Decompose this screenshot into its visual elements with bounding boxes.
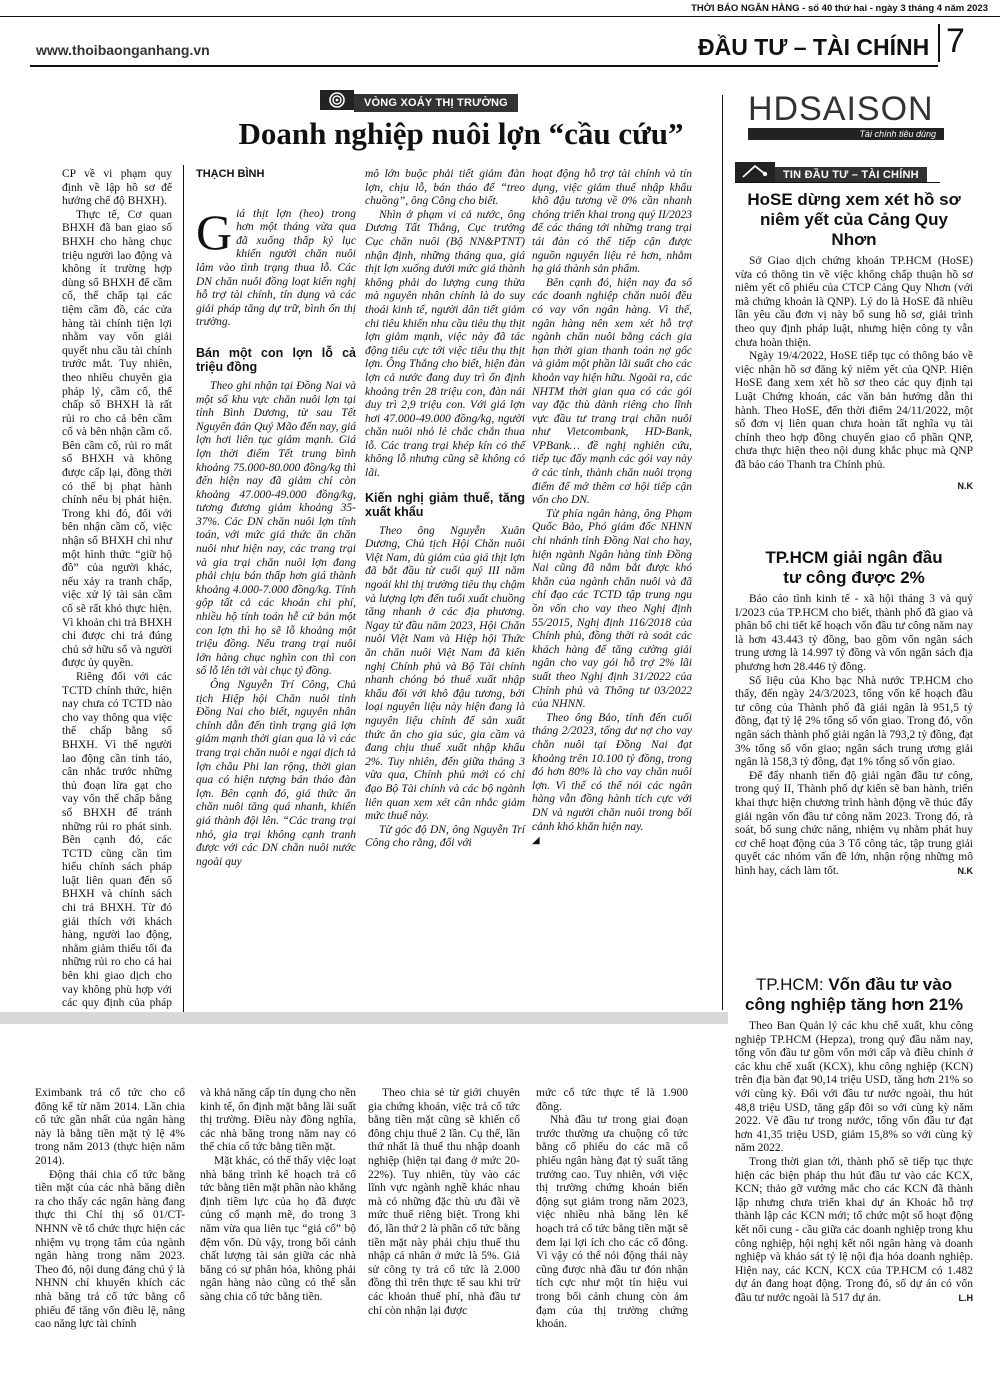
signature: N.K [957,480,973,491]
body-paragraph: Eximbank trả cổ tức cho cổ đông kể từ năm 2014. Lần chia cổ tức gần nhất của ngân hàng này là bằng tiền mặt tỷ lệ 4% trong năm 2013 (thực hiện năm 2014). [35,1087,185,1167]
author: THẠCH BÌNH [196,168,265,180]
subhead-2: Kiến nghị giảm thuế, tăng xuất khẩu [365,490,525,519]
issue-line: THỜI BÁO NGÂN HÀNG - số 40 thứ hai - ngày 3 tháng 4 năm 2023 [691,3,988,14]
body-paragraph: mức cổ tức thực tế là 1.900 đồng. [536,1087,688,1113]
body-paragraph: Theo ông Bảo, tính đến cuối tháng 2/2023, tổng dư nợ cho vay chăn nuôi tại Đồng Nai đạt khoảng trên 10.100 tỷ đồng, trong đó hơn 80% là cho vay chăn nuôi lợn. Vì thế có thể nói các ngân hàng vẫn đồng hành tích cực với DN và người chăn nuôi trong bối cảnh khó khăn hiện nay. [532,711,692,833]
article-lead [196,203,356,330]
body-paragraph: Ông Nguyễn Trí Công, Chủ tịch Hiệp hội Chăn nuôi tỉnh Đồng Nai cho biết, nguyên nhân chính dẫn đến tình trạng giá lợn giảm mạnh thời gian qua là vì các trang trại chăn nuôi e ngại dịch tả lợn châu Phi lan rộng, thời gian qua có hiện tượng bán tháo đàn lợn. Bên cạnh đó, giá thức ăn chăn nuôi tăng quá nhanh, khiến giá thành đội lên. “Các trang trại nhỏ, gia trại không cạnh tranh được với các DN chăn nuôi nước ngoài quy [196,679,356,868]
lead-text: iá thịt lợn (heo) trong hơn một tháng vừa qua đã xuống thấp kỷ lục khiến người chăn nuôi lâm vào tình trạng thua lỗ. Các DN chăn nuôi đồng loạt kiến nghị hỗ trợ tài chính, tín dụng và các giải pháp tăng dự trữ, bình ổn thị trường. [196,207,356,329]
story-paragraph: Ngày 19/4/2022, HoSE tiếp tục có thông báo về việc nhận hồ sơ đăng ký niêm yết của QNP. Hiện HoSE đang xem xét hồ sơ theo các quy định tại Luật Chứng khoán, các văn bản hướng dẫn thi hành. Theo HoSE, đến thời điểm 24/11/2022, một số đơn vị liên quan chưa hoàn tất nghĩa vụ tài chính theo hợp đồng chuyển giao cổ phần QNP, chưa thực hiện theo nội dung khắc phục mà QNP đã báo cáo Thanh tra Chính phủ. [735,350,973,471]
website-url[interactable]: www.thoibaonganhang.vn [36,42,210,58]
story-paragraph: Trong thời gian tới, thành phố sẽ tiếp tục thực hiện các biện pháp thu hút đầu tư vào các KCX, KCN; thảo gỡ vướng mắc cho các KCN đã thành lập nhưng chưa triển khai dự án Khoác hỗ trợ thành lập các KCN mới; tổ chức một số hoạt động kết nối cung - cầu giữa các doanh nghiệp trong khu công nghiệp, hội nghị kết nối ngân hàng và doanh nghiệp và khảo sát tỷ lệ nội địa hóa doanh nghiệp. Hiện nay, các KCN, KCX của TP.HCM có 1.482 dự án đang hoạt động. Trong đó, số dự án có vốn đầu tư nước ngoài là 517 dự án. [735,1155,973,1304]
story-3-headline [739,975,969,1015]
body-paragraph: Từ góc độ DN, ông Nguyễn Trí Công cho rằng, đối với [365,823,525,850]
article-column-2 [365,168,525,851]
story-3-title: Vốn đầu tư vào công nghiệp tăng hơn 21% [745,975,963,1014]
article-column-3 [532,168,692,848]
subhead-1: Bán một con lợn lỗ cả triệu đồng [196,345,356,374]
signature: L.H [958,1293,973,1304]
signature: N.K [957,866,973,877]
body-paragraph: Nhà đầu tư trong giai đoạn trước thường ưa chuộng cổ tức bằng cổ phiếu do các mã cổ phiếu ngân hàng đạt tỷ suất tăng trưởng cao. Tuy nhiên, với việc thị trường chứng khoán biến động sụt giảm trong năm 2023, việc nhiều nhà băng lên kế hoạch trả cổ tức bằng tiền mặt sẽ đem lại lợi ích cho các cổ đông. Vì vậy có thể nói động thái này cũng được nhà đầu tư đón nhận tích cực như một tín hiệu vui trong bối cảnh chung còn ảm đạm của thị trường chứng khoán. [536,1114,688,1331]
kicker [320,90,518,110]
top-rule [0,16,1000,17]
body-paragraph: hoạt động hỗ trợ tài chính và tín dụng, việc giảm thuế nhập khẩu khô đậu tương về 0% cần nhanh chóng triển khai trong quý II/2023 để các tháng tới những trang trại tái đàn có thể tiếp cận được nguồn nguyên liệu rẻ hơn, nhằm hạ giá thành sản phẩm. [532,168,692,276]
body-paragraph: mô lớn buộc phải tiết giảm đàn lợn, chịu lỗ, bán tháo để “treo chuồng”, ông Công cho biết. [365,168,525,208]
story-paragraph: Sở Giao dịch chứng khoán TP.HCM (HoSE) vừa có thông tin về việc không chấp thuận hồ sơ niêm yết cổ phiếu của CTCP Cảng Quy Nhơn (với mã chứng khoán là QNP). Lý do là HoSE đã nhiều lần yêu cầu đơn vị này bổ sung hồ sơ, giải trình theo quy định pháp luật, nhưng hiện công ty vẫn chưa hoàn thiện. [735,255,973,349]
story-1-headline: HoSE dừng xem xét hồ sơ niêm yết của Cảng Quy Nhơn [747,190,961,249]
section-title: ĐẦU TƯ – TÀI CHÍNH [698,34,930,60]
body-paragraph: Theo chia sẻ từ giới chuyên gia chứng khoán, việc trả cổ tức bằng tiền mặt cũng sẽ khiến cổ đông chịu thuế 2 lần. Cụ thể, lần thứ nhất là thuế thu nhập doanh nghiệp (hiện tại đang ở mức 20-22%). Tuy nhiên, tùy vào các lĩnh vực ngành nghề khác nhau mà có những đặc thù ưu đãi về mức thuế riêng biệt. Trong khi đó, lần thứ 2 là phần cổ tức bằng tiền mặt này phải chịu thuế thu nhập cá nhân ở mức là 5%. Giả sử công ty trả cổ tức là 2.000 đồng thì trên thực tế sau khi trừ các khoản thuế phí, nhà đầu tư chỉ còn nhận lại được [368,1087,520,1317]
sidebar-tag [735,162,940,187]
section-divider [938,24,940,62]
bottom-column-1 [35,1087,185,1332]
bottom-column-2 [200,1087,356,1305]
left-column [62,168,172,1024]
story-paragraph: Báo cáo tình kinh tế - xã hội tháng 3 và quý I/2023 của TP.HCM cho biết, thành phố đã giao và phân bổ chi tiết kế hoạch vốn đầu tư công năm nay là hơn 43.443 tỷ đồng, bao gồm vốn ngân sách trung ương là 14.997 tỷ đồng và vốn ngân sách địa phương hơn 28.446 tỷ đồng. [735,593,973,673]
header-rule [30,65,938,67]
body-paragraph: Nhìn ở phạm vi cả nước, ông Dương Tất Thắng, Cục trưởng Cục chăn nuôi (Bộ NN&PTNT) nhận định, những tháng qua, giá thịt lợn xuống dưới mức giá thành không phải do lượng cung thừa mà nguyên nhân chính là do suy thoái kinh tế, người dân tiết giảm chi tiêu khiến nhu cầu tiêu thụ thịt lợn giảm mạnh, việc này đã tác động tiêu cực tới việc tiêu thụ thịt lợn. Ông Thắng cho biết, hiện đàn lợn cả nước đang duy trì ổn định khoảng trên 28 triệu con, đàn nái duy trì 2,9 triệu con. Với giá lợn hơi 47.000-49.000 đồng/kg, người chăn nuôi nhỏ lẻ chắc chắn thua lỗ. Các trang trại khép kín có thể không lỗ nhưng cũng sẽ không có lãi. [365,208,525,480]
sidebar-story-2 [735,548,973,876]
body-paragraph: Theo ghi nhận tại Đồng Nai và một số khu vực chăn nuôi lợn tại tỉnh Bình Dương, từ sau Tết Nguyên đán Quý Mão đến nay, giá lợn hơi liên tục giảm mạnh. Giá lợn thời điểm Tết trung bình khoảng 75.000-80.000 đồng/kg thì đến hiện nay đã giảm chỉ còn khoảng 47.000-49.000 đồng/kg, tương đương giảm khoảng 35-37%. Các DN chăn nuôi lợn tính toán, với mức giá thức ăn chăn nuôi như hiện nay, các trang trại và gia trại chăn nuôi lợn đang phải chịu bán thấp hơn giá thành khoảng 4.000-7.000 đồng/kg. Tính gộp tất cả các khoản chi phí, nhiều hộ tính toán hễ cứ bán một con lợn thì họ sẽ lỗ khoảng một triệu đồng. Nếu trang trại nuôi lớn hàng chục nghìn con thì con số lỗ lên tới vài chục tỷ đồng. [196,379,357,678]
sidebar-story-3 [735,975,973,1303]
story-2-headline: TP.HCM giải ngân đầu tư công được 2% [765,548,943,587]
page-number: 7 [946,22,965,60]
kicker-label: VÒNG XOÁY THỊ TRƯỜNG [354,94,518,112]
sidebar-tag-rule [735,182,940,183]
body-paragraph: và khả năng cấp tín dụng cho nền kinh tế, ổn định mặt bằng lãi suất thị trường. Điều này đồng nghĩa, các nhà băng trong năm nay có thể chia cổ tức bằng tiền mặt. [200,1087,356,1154]
hdsaison-logo [748,92,944,140]
body-paragraph: Theo ông Nguyễn Xuân Dương, Chủ tịch Hội Chăn nuôi Việt Nam, dù giảm của giá thịt lợn đã bắt đầu từ cuối quý III năm ngoái khi thị trường tiêu thụ chậm và lượng lợn đến tuổi xuất chuồng tăng nhanh ở các địa phương. Ngay từ đầu năm 2023, Hội Chăn nuôi Việt Nam và Hiệp hội Thức ăn chăn nuôi Việt Nam đã kiến nghị Chính phủ và Bộ Tài chính nhanh chóng bỏ thuế xuất nhập khẩu đối với khô đậu tương, bởi loại nguyên liệu này hiện đang là nguyên liệu chính để sản xuất thức ăn cho gia súc, gia cầm và đang chịu thuế xuất nhập khẩu 2%. Tuy nhiên, đến giữa tháng 3 vừa qua, Chính phủ mới có chỉ đạo Bộ Tài chính và các bộ ngành liên quan xem xét cân nhắc giảm mức thuế này. [365,524,525,823]
story-paragraph: Để đẩy nhanh tiến độ giải ngân đầu tư công, trong quý II, Thành phố dự kiến sẽ ban hành, triển khai thực hiện chương trình hành động về thúc đẩy giải ngân vốn đầu tư công năm 2023. Trong đó, rà soát, bổ sung chức năng, nhiệm vụ nhằm phát huy cơ chế hoạt động của 3 Tổ công tác, tập trung giải quyết các nhóm vấn đề lớn, nhận rộng những mô hình hay, cách làm tốt. [735,769,973,877]
sidebar-rule [722,95,723,1010]
section-band [0,1012,722,1024]
dropcap: G [196,203,233,260]
article-column-1 [196,168,356,869]
story-paragraph: Theo Ban Quản lý các khu chế xuất, khu công nghiệp TP.HCM (Hepza), trong quý đầu năm nay, tổng vốn đầu tư gồm vốn mới cấp và điều chỉnh ở các khu chế xuất (KCX), khu công nghiệp (KCN) trên địa bàn đạt 90,14 triệu USD, tăng hơn 21% so với cùng kỳ. Đối với đầu tư nước ngoài, thu hút 48,8 triệu USD, tăng gấp đôi so với cùng kỳ năm 2022. Về đầu tư trong nước, tổng vốn đầu tư đạt hơn 41,35 triệu USD, giảm 15,8% so với cùng kỳ năm 2022. [735,1020,973,1155]
bottom-column-4 [536,1087,688,1332]
body-paragraph: Mặt khác, có thể thấy việc loạt nhà băng trình kế hoạch trả cổ tức bằng tiền mặt phần nào khẳng định tiềm lực của họ đã được củng cố mạnh mẽ, do trong 3 năm vừa qua liên tục “giả cổ” bộ đệm vốn. Dù vậy, trong bối cảnh chất lượng tài sản giữa các nhà băng có sự phân hóa, không phải ngân hàng nào cũng có thể sẵn sàng chia cổ tức bằng tiền. [200,1154,356,1303]
column-rule [183,165,184,1015]
bottom-column-3 [368,1087,520,1318]
left-paragraph: CP về vi phạm quy định về lập hồ sơ để hưởng chế độ BHXH). [62,168,172,208]
body-paragraph: Bên cạnh đó, hiện nay đa số các doanh nghiệp chăn nuôi đều có vay vốn ngân hàng. Vì thế, ngân hàng nên xem xét hỗ trợ ngành chăn nuôi bằng cách gia hạn thời gian thanh toán nợ gốc và giảm một phần lãi suất cho các khoản vay hiện hữu. Ngoài ra, các NHTM thời gian qua có các gói vay đặc thù dành riêng cho lĩnh vực đầu tư trang trại chăn nuôi như Vietcombank, HD-Bank, VPBank… đề nghị nghiên cứu, tiếp tục đẩy mạnh các gói vay này ở các tỉnh, thành chăn nuôi trọng điểm để mở thêm cơ hội tiếp cận vốn cho DN. [532,276,692,507]
ticket-icon [735,162,775,187]
body-paragraph: Từ phía ngân hàng, ông Phạm Quốc Bảo, Phó giám đốc NHNN chi nhánh tỉnh Đồng Nai cho hay, hiện ngành Ngân hàng tỉnh Đồng Nai cũng đã nắm bắt được khó khăn của ngành chăn nuôi và đã chỉ đạo các TCTD tập trung ngu ồn vốn cho vay theo Nghị định 55/2015, Nghị định 116/2018 của Chính phủ, đồng thời rà soát các khách hàng để tăng cường giải ngân cho vay gói hỗ trợ 2% lãi suất theo Nghị định 31/2022 của Chính phủ và Thông tư 03/2022 của NHNN. [532,507,692,711]
story-3-prefix: TP.HCM: [755,975,824,994]
sidebar-story-1 [735,190,973,491]
logo-wordmark: HDSAISON [748,90,934,128]
sidebar-tag-label: TIN ĐẦU TƯ – TÀI CHÍNH [775,167,927,183]
story-paragraph: Số liệu của Kho bạc Nhà nước TP.HCM cho thấy, đến ngày 24/3/2023, tổng vốn kế hoạch đầu tư công của Thành phố đã giải ngân là 951,5 tỷ đồng, đạt tỷ lệ 2% tổng số vốn giao. Trong đó, vốn ngân sách thành phố giải ngân là 793,2 tỷ đồng, đạt 3% tổng số vốn giao; ngân sách trung ương giải ngân là 158,3 tỷ đồng, đạt 1% tổng số vốn giao. [735,674,973,769]
body-paragraph: Động thái chia cổ tức bằng tiền mặt của các nhà băng diễn ra cho thấy các ngân hàng đang thực thi Chỉ thị số 01/CT-NHNN về tổ chức thực hiện các nhiệm vụ trọng tâm của ngành ngân hàng trong năm 2023. Theo đó, nội dung đáng chú ý là NHNN chỉ khuyến khích các nhà băng trả cổ tức bằng cổ phiếu để tăng vốn điều lệ, nâng cao năng lực tài chính [35,1168,185,1331]
spiral-icon [320,90,354,115]
left-paragraph: Riêng đối với các TCTD chính thức, hiện nay chưa có TCTD nào cho vay thông qua việc thế chấp bằng sổ BHXH. Vì thế người lao động cần tỉnh táo, cân nhắc trước những thủ đoạn lừa gạt cho vay vốn thế chấp bằng sổ BHXH để tránh những rủi ro phát sinh. Bên cạnh đó, các TCTD cũng cần tìm hiểu chính sách pháp luật liên quan đến sổ BHXH và chính sách chi trả BHXH. Từ đó giải thích với khách hàng, người lao động, nhằm giảm thiểu tối đa những rủi ro cho cả hai bên khi giao dịch cho vay không phù hợp với các quy định của pháp [62,670,172,1010]
end-mark-icon: ◢ [532,835,540,847]
left-paragraph: Thực tế, Cơ quan BHXH đã ban giao số BHXH cho hàng chục triệu người lao động và không ít trường hợp dùng sổ BHXH để cầm cố, thế chấp tại các tiệm cầm đồ, các cửa hàng tài chính tiện lợi nhằm vay vốn giải quyết nhu cầu tài chính trước mắt. Tuy nhiên, theo nhiều chuyên gia pháp lý, cầm cố, thế chấp sổ BHXH là rất rủi ro cho cả bên cầm cố và bên nhận cầm cố. Bên cầm cố, rủi ro mất sổ BHXH và không được cấp lại, đồng thời có thể bị phạt hành chính nếu bị phát hiện. Trong khi đó, đối với bên nhận cầm cố, việc nhận sổ BHXH chỉ như một hình thức “giữ hộ đồ” của người khác, nếu xảy ra tranh chấp, việc xử lý tài sản cầm cố sẽ rất khó thực hiện. Vì khoản chi trả BHXH chỉ được chi trả đúng chủ sở hữu sổ và người được ủy quyền. [62,208,172,670]
logo-tagline: Tài chính tiêu dùng [748,128,944,140]
main-headline: Doanh nghiệp nuôi lợn “cầu cứu” [238,116,684,151]
section-band-sidebar [722,1012,728,1024]
